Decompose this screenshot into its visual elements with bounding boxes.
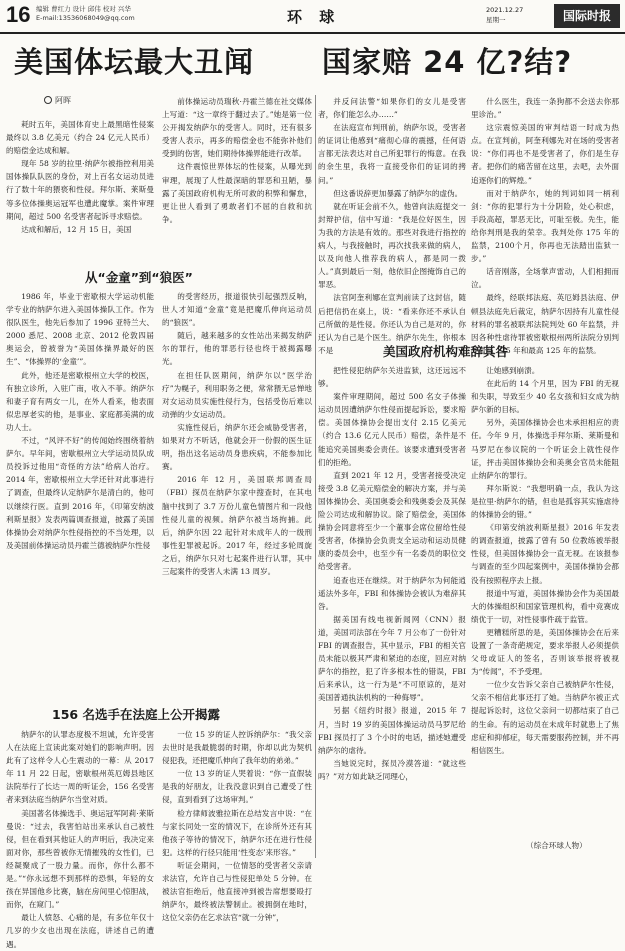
paragraph: 直到 2021 年 12 月，受害者接受决定接受 3.8 亿美元赔偿金的解决方案，并与美国体操协会、美国奥委会和残奥委会及其保险公司达成和解协议。除了赔偿金，美国体操协会同意将至少一个董事会席位留给性侵受害者，体操协会负责支全运动和运动员健康的委员会中，也至少有一名委员的职位交给受害者。 bbox=[318, 470, 466, 572]
paragraph: 追查也还在继续。对于纳萨尔为何能逍遥法外多年，FBI 和体操协会被认为难辞其咎。 bbox=[318, 575, 466, 611]
paragraph: 把性侵犯纳萨尔关进监狱，这还远远不够。 bbox=[318, 366, 466, 389]
paragraph: 法官阿奎利娜在宣判前读了这封信，随后把信扔在桌上，说：“看来你还不承认自己所做的是性侵。你还认为自己是对的，你还认为自己是个医生。纳萨尔先生，你根本不是 bbox=[318, 293, 466, 355]
paragraph: 2016 年 12 月，美国联邦调查局（FBI）探员在纳萨尔家中搜查时，在其电脑中找到了 3.7 万份儿童色情图片和一段他性侵儿童的视频。纳萨尔被当场拘捕。此后，纳萨尔因 22 起针对未成年人的一级刑事性犯罪被起诉。2017 年，经过多轮周旋之后，纳萨尔只对七起案件进行认罪，其中三起案件的受害人未满 13 周岁。 bbox=[162, 475, 312, 576]
paragraph: 现年 58 岁的拉里·纳萨尔被指控利用美国体操队队医的身份，对上百名女运动员进行了数十年的猥亵和性侵。拜尔斯、莱斯曼等多位体操奥运冠军也遭此魔掌。案件审理期间，超过 500 名受害者起诉寻求赔偿。 bbox=[6, 159, 154, 221]
paragraph: 在担任队医期间，纳萨尔以“医学治疗”为幌子，利用职务之便，常常猥无忌惮地对女运动员实施性侵行为，包括受伤后难以动弹的少女运动员。 bbox=[162, 370, 312, 419]
article-column bbox=[471, 364, 619, 838]
column-divider bbox=[315, 95, 316, 858]
page-number: 16 bbox=[6, 2, 31, 27]
paragraph: 纳萨尔的认罪态度极不坦诚，允许受害人在法庭上宣读此案对她们的影响声明。因此有了这样令人心生震动的一幕：从 2017 年 11 月 22 日起，密歇根州英厄姆县地区法院举行了长达一周的听证会，156 名受害者来到法庭当纳萨尔当堂对质。 bbox=[6, 730, 154, 805]
subheading-golden-boy: 从“金童”到“狼医” bbox=[85, 270, 193, 285]
date-line: 2021.12.27 bbox=[486, 6, 524, 14]
paragraph: 当她说完时，探员冷漠答道：“就这些吗？”对方如此缺乏同理心， bbox=[318, 758, 466, 781]
paragraph: 就在听证会前不久，他曾向法庭提交一封辩护信，信中写道：“我是位好医生，因为我的方法是有效的。那些对我进行指控的病人，与我接触时，再次找我来做的病人，以及向他人推荐我的病人，都是同一拨人。”真到最后一刻，他依旧企图掩饰自己的罪恶。 bbox=[318, 201, 466, 290]
paragraph: 更糟糕所思的是，美国体操协会在后来设置了一条奇葩规定，要求举报人必须提供父母或证人的签名，否则该举报将被视为“传闻”，不予受理。 bbox=[471, 627, 619, 677]
email-line: E-mail:13536068049@qq.com bbox=[36, 14, 135, 22]
subheading-156-players: 156 名选手在法庭上公开揭露 bbox=[52, 707, 220, 722]
paragraph: 1986 年，毕业于密歇根大学运动机能学专业的纳萨尔进入美国体操队工作。作为很队医生，他先后参加了 1996 亚特兰大、2000 悉尼、2008 北京、2012 伦敦四届奥运会，曾被誉为“美国体操界最好的医生”、“体操界的‘金童’”。 bbox=[6, 292, 154, 367]
article-column bbox=[162, 290, 312, 692]
paragraph: 前体操运动员瑞秋·丹霍兰德在社交媒体上写道：“这一章终于翻过去了。”她是第一位公开揭发纳萨尔的受害人。同时，还有很多受害人表示，再多的赔偿金也不能弥补他们受到的伤害，她们期待体操界能进行改革。 bbox=[162, 97, 312, 159]
article-column bbox=[471, 95, 619, 355]
paragraph: 并反问法警“如果你们的女儿是受害者，你们能怎么办……” bbox=[318, 97, 466, 120]
paragraph: 让她感到崩溃。 bbox=[486, 366, 540, 375]
article-column bbox=[162, 728, 312, 923]
paragraph: 不过，“风评不好”的传闻始终围绕着纳萨尔。早年间，密歇根州立大学运动员队成员投诉过他用“奇怪的方法”给病人治疗。2014 年，密歇根州立大学还针对此事进行了调查，但最终认定纳萨尔是清白的，他可以继续行医。直到 2016 年，《印第安纳波利斯星报》发表两篇调查报道，披露了美国体操协会对纳萨尔性侵指控的不当处理，以及美国前体操运动员丹霍兰德被纳萨尔性侵 bbox=[6, 436, 154, 550]
article-column bbox=[162, 95, 312, 260]
paragraph: 一位少女告诉父亲自己被纳萨尔性侵，父亲不相信此事还打了她。当纳萨尔被正式提起诉讼时，这位父亲问一切都结束了自己的生命。有的运动员在未成年时就患上了焦虑症和抑郁症，每天需要服药控制，并不再相信医生。 bbox=[471, 680, 619, 755]
article-column bbox=[318, 95, 466, 355]
paragraph: 达成和解后，12 月 15 日，美国 bbox=[21, 224, 132, 234]
paragraph: 一位 15 岁的证人控诉纳萨尔：“我父亲去世时是我最脆弱的时期，你却以此为契机侵犯我，还把魔爪伸向了我年幼的弟弟。” bbox=[162, 730, 312, 766]
paragraph: 美国著名体操选手、奥运冠军阿莉·莱斯曼说：“过去，我害怕站出来承认自己被性侵，但在看到其他证人的声明后，我决定来面对你，那些曾被你无情摧残的女性们，已经凝聚成了一股力量。而你，你什么都不是。”“你永远想不到那样的恐惧，年轻的女孩在异国他乡比赛，脑在房间里心惊胆战，而你，在窥门。” bbox=[6, 808, 154, 910]
editor-line: 编辑 曹红力 设计 邱伟 校对 兴华 bbox=[36, 5, 131, 13]
paragraph: 据美国有线电视新闻网（CNN）报道，美国司法部在今年 7 月公布了一份针对 FBI 的调查报告，其中显示，FBI 的相关官员未能以极其严肃和紧迫的态度，回应对纳萨尔的指控，犯了许多根本性的错误，FBI 后来承认，这一行为是“不可原谅的，是对美国普通执法机构的一种侮辱”。 bbox=[318, 614, 466, 703]
byline-icon bbox=[44, 96, 52, 104]
section-title: 环 球 bbox=[287, 8, 341, 26]
paragraph: 最让人愤怒、心痛的是，有多位年仅十几岁的少女也出现在法庭，讲述自己的遭遇。 bbox=[6, 913, 154, 949]
paragraph: 一位 13 岁的证人哭着说：“你一直假装是我的好朋友，让我没意识到自己遭受了性侵，直到看到了这场审判。” bbox=[162, 769, 312, 805]
paragraph: 的受害经历，报道很快引起强烈反响，世人才知道“金童”竟是把魔爪伸向运动员的“狼医”。 bbox=[162, 292, 312, 328]
paragraph: 另外，美国体操协会也未承担相应的责任。今年 9 月，体操选手拜尔斯、莱斯曼和马罗尼在参议院的一个听证会上就性侵作证，抨击美国体操协会和美奥会官员未能阻止纳萨尔的罪行。 bbox=[471, 418, 619, 480]
paragraph: 另据《纽约时报》报道，2015 年 7 月，当时 19 岁的美国体操运动员马罗尼给 FBI 探员打了 3 个小时的电话，描述她遭受纳萨尔的虐待。 bbox=[318, 706, 466, 755]
paragraph: 而对于纳萨尔，她的判词如同一柄利剑：“你的犯罪行为十分阴险，处心积虑，手段高超，罪恶无比，可耻至极。先生，能给你判刑是我的荣幸。我判处你 175 年的监禁，2100个月，你再也无法踏出监狱一步。” bbox=[471, 188, 619, 264]
byline: 阿晖 bbox=[55, 96, 71, 105]
page-header bbox=[0, 0, 625, 34]
paragraph: 在法庭宣布判刑前，纳萨尔说，受害者的证词让他感到“痛彻心扉的震撼，任何语言都无法表达对自己所犯罪行的悔意。在我的余生里，我将一直接受你们的证词的拷问。” bbox=[318, 123, 466, 185]
headline-right: 国家赔 24 亿?结? bbox=[322, 45, 573, 79]
paragraph: 听证会期间，一位情怒的受害者父亲请求法官，允许自己与性侵犯单处 5 分钟。在被法官拒绝后，他直接冲到被告席想要殴打纳萨尔，最终被法警制止。被拥倒在地时，这位父亲仍在乞求法官“就一分钟”， bbox=[162, 860, 312, 923]
paragraph: 实施性侵后，纳萨尔还会威胁受害者，如果对方不听话，他就会开一份假的医生证明，指出这名运动员身患疾病，不能参加比赛。 bbox=[162, 422, 312, 472]
paragraph: 随后，越来越多的女性站出来揭发纳萨尔的罪行，他的罪恶行径也终于被揭露曝光。 bbox=[162, 331, 312, 367]
paragraph: 《印第安纳波利斯星报》2016 年发表的调查报道，披露了曾有 50 位教练被举报性侵，但美国体操协会一直无视。在该报参与调查的至少四起案例中，美国体操协会都没有按照程序去上报。 bbox=[471, 523, 619, 585]
paragraph: 什么医生，我连一条狗都不会送去你那里诊治。” bbox=[471, 97, 619, 120]
article-column bbox=[6, 290, 154, 692]
paragraph: 此外，他还是密歇根州立大学的校医，有独立诊所，入驻广南，收入不菲。纳萨尔和妻子育有两女一儿，在外人看来，他表面似忠厚老实的他，是事业、家庭都美满的成功人士。 bbox=[6, 370, 154, 432]
paragraph: 耗时五年，美国体育史上最黑暗性侵案最终以 3.8 亿美元（约合 24 亿元人民币）的赔偿金达成和解。 bbox=[6, 120, 154, 156]
issue-date bbox=[486, 5, 523, 25]
paragraph: 这宗震惊美国的审判结语一时成为热点。在宣判前，阿奎利娜先对在场的受害者说：“你们再也不是受害者了，你们是生存者。把你们的痛苦留在这里，去吧，去外面追逐你们的辉煌。” bbox=[471, 123, 619, 185]
source-credit: （综合环球人物） bbox=[526, 841, 587, 850]
paragraph: 检方律师波雅拉斯在总结发言中说：“在与家长同处一室的情况下，在诊所外还有其他孩子等待的情况下，纳萨尔还在进行性侵犯。这样的行径只能用‘性变态’来形容。” bbox=[162, 808, 312, 857]
subheading-agencies: 美国政府机构难辞其咎 bbox=[383, 344, 509, 359]
paragraph: 话音刚落，全场掌声雷动，人们相拥而泣。 bbox=[471, 267, 619, 290]
article-column bbox=[6, 728, 154, 949]
masthead-logo: 国际时报 bbox=[554, 4, 620, 28]
paragraph: 报道中写道，美国体操协会作为美国最大的体操组织和国家管理机构，看中竞赛成绩优于一切，对性侵事件疏于监管。 bbox=[471, 588, 619, 624]
paragraph: 但这番说辞更加暴露了纳萨尔的虚伪。 bbox=[333, 188, 463, 198]
weekday-line: 星期一 bbox=[486, 16, 506, 24]
editor-credits bbox=[36, 5, 135, 23]
paragraph: 案件审理期间，超过 500 名女子体操运动员因遭纳萨尔性侵而提起诉讼，要求赔偿。美国体操协会提出支付 2.15 亿美元（约合 13.6 亿元人民币）赔偿，条件是不能追究美国奥委会责任。该要求遭到受害者们的拒绝。 bbox=[318, 392, 466, 467]
article-column bbox=[6, 118, 154, 258]
paragraph: 这件震惊世界体坛的性侵案，从曝光到审理，展现了人性最深暗的罪恶和丑陋，暴露了美国政府机构无所可救的积弊和懈怠，更让世人看到了勇敢者们不屈的自救和抗争。 bbox=[162, 162, 312, 224]
headline-left: 美国体坛最大丑闻 bbox=[14, 45, 255, 79]
paragraph: 最终，经联邦法庭、英厄姆县法庭、伊顿县法庭先后裁定，纳萨尔因持有儿童性侵材料的罪名被联邦法院判处 60 年监禁，并因各种性虐待罪被密歇根州两所法院分别判处最高 175 年和最高 125 年的监禁。 bbox=[471, 293, 619, 355]
article-column bbox=[318, 364, 466, 858]
paragraph: 在此后的 14 个月里，因为 FBI 的无视和失职，导致至少 40 名女孩和妇女成为纳萨尔新的目标。 bbox=[471, 379, 619, 415]
paragraph: 拜尔斯说：“我想明确一点，我认为这是拉里·纳萨尔的错，但也是孤容其实施虐待的体操协会的错。” bbox=[471, 483, 619, 520]
